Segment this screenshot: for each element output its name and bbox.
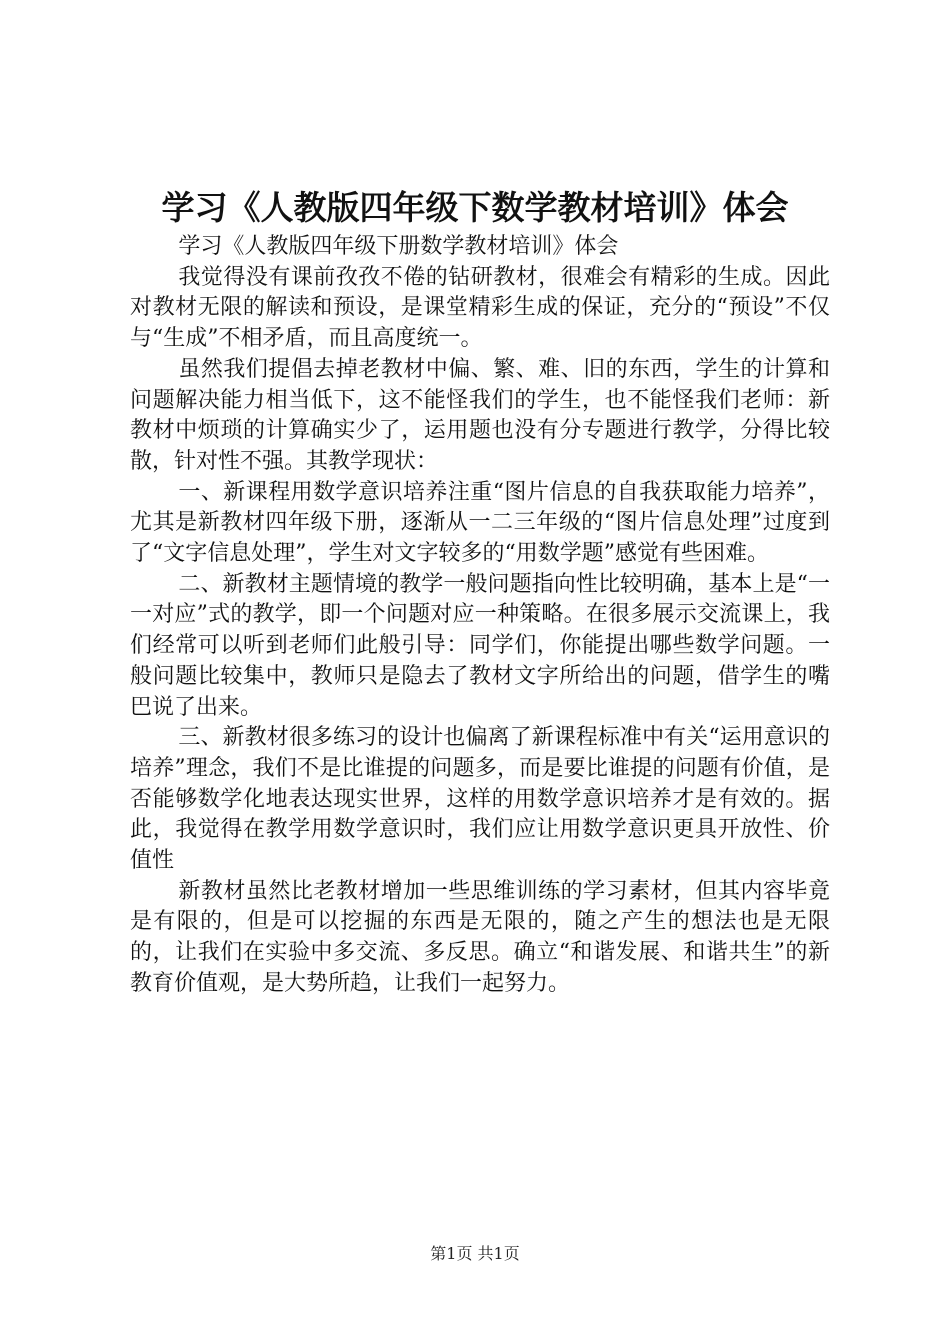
paragraph-6: 新教材虽然比老教材增加一些思维训练的学习素材，但其内容毕竟是有限的，但是可以挖掘的东西是无限的，随之产生的想法也是无限的，让我们在实验中多交流、多反思。确立“和谐发展、和谐共生”的新教育价值观，是大势所趋，让我们一起努力。	[130, 878, 830, 996]
paragraph-5: 三、新教材很多练习的设计也偏离了新课程标准中有关“运用意识的培养”理念，我们不是比谁提的问题多，而是要比谁提的问题有价值，是否能够数学化地表达现实世界，这样的用数学意识培养才是有效的。据此，我觉得在教学用数学意识时，我们应让用数学意识更具开放性、价值性	[130, 725, 830, 874]
paragraph-2: 虽然我们提倡去掉老教材中偏、繁、难、旧的东西，学生的计算和问题解决能力相当低下，这不能怪我们的学生，也不能怪我们老师：新教材中烦琐的计算确实少了，运用题也没有分专题进行教学，分得比较散，针对性不强。其教学现状：	[130, 356, 830, 474]
paragraph-3: 一、新课程用数学意识培养注重“图片信息的自我获取能力培养”，尤其是新教材四年级下册，逐渐从一二三年级的“图片信息处理”过度到了“文字信息处理”，学生对文字较多的“用数学题”感觉有些困难。	[130, 479, 830, 567]
paragraph-4: 二、新教材主题情境的教学一般问题指向性比较明确，基本上是“一一对应”式的教学，即一个问题对应一种策略。在很多展示交流课上，我们经常可以听到老师们此般引导：同学们，你能提出哪些数学问题。一般问题比较集中，教师只是隐去了教材文字所给出的问题，借学生的嘴巴说了出来。	[130, 571, 830, 720]
paragraph-subtitle: 学习《人教版四年级下册数学教材培训》体会	[178, 234, 619, 259]
page-number-footer: 第1页 共1页	[430, 1244, 520, 1263]
document-title: 学习《人教版四年级下数学教材培训》体会	[161, 188, 789, 227]
document-body	[130, 232, 830, 1000]
paragraph-1: 我觉得没有课前孜孜不倦的钻研教材，很难会有精彩的生成。因此对教材无限的解读和预设，是课堂精彩生成的保证，充分的“预设”不仅与“生成”不相矛盾，而且高度统一。	[130, 264, 830, 352]
